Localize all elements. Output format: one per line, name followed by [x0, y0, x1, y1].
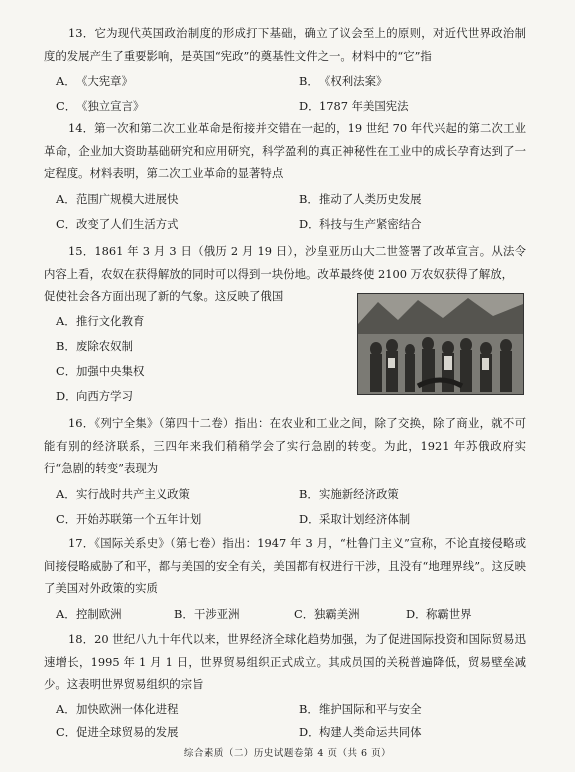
option-a: A．控制欧洲 [56, 606, 122, 621]
option-c: C．改变了人们生活方式 [56, 216, 179, 231]
option-c: C．开始苏联第一个五年计划 [56, 511, 202, 526]
option-d: D．1787 年美国宪法 [299, 99, 409, 113]
option-b: B．干涉亚洲 [174, 606, 240, 621]
options [44, 696, 526, 746]
option-d: D．构建人类命运共同体 [299, 724, 422, 739]
question-stem: 13．它为现代英国政治制度的形成打下基础，确立了议会至上的原则，对近代世界政治制度的发展产生了重要影响，是英国“宪政”的奠基性文件之一。材料中的“它”指 [44, 26, 526, 63]
question-stem: 17．《国际关系史》（第七卷）指出：1947 年 3 月，“杜鲁门主义”宣称，不论直接侵略或间接侵略威胁了和平，都与美国的安全有关，美国都有权进行干涉，且没有“地理界线”。这反映了美国对外政策的实质 [44, 536, 526, 595]
option-a: A．《大宪章》 [56, 74, 133, 88]
option-c: C．促进全球贸易的发展 [56, 724, 179, 739]
question-13 [44, 22, 526, 117]
option-a: A．推行文化教育 [56, 313, 145, 328]
option-a: A．加快欧洲一体化进程 [56, 701, 179, 716]
option-a: A．实行战时共产主义政策 [56, 486, 190, 501]
option-d: D．采取计划经济体制 [299, 511, 411, 526]
serf-emancipation-illustration [357, 293, 524, 395]
options [44, 600, 526, 624]
option-d: D．向西方学习 [56, 388, 133, 403]
option-c: C．独霸美洲 [294, 606, 360, 621]
option-c: C．《独立宣言》 [56, 99, 145, 113]
question-17 [44, 532, 526, 624]
question-14 [44, 117, 526, 235]
question-stem: 18．20 世纪八九十年代以来，世界经济全球化趋势加强，为了促进国际投资和国际贸易迅速增长，1995 年 1 月 1 日，世界贸易组织正式成立。其成员国的关税普遍降低，贸易壁垒减少。这表明世界贸易组织的宗旨 [44, 632, 526, 691]
question-18 [44, 628, 526, 746]
options [44, 480, 526, 530]
option-b: B．实施新经济政策 [299, 486, 399, 501]
question-stem: 15．1861 年 3 月 3 日（俄历 2 月 19 日），沙皇亚历山大二世签署了改革宣言。从法令内容上看，农奴在获得解放的同时可以得到一块份地。改革最终使 2100 万农奴获得了解放， [44, 244, 526, 281]
question-16 [44, 412, 526, 530]
option-a: A．范围广规模大进展快 [56, 191, 179, 206]
question-stem: 16．《列宁全集》（第四十二卷）指出：在农业和工业之间，除了交换，除了商业，就不可能有别的经济联系，三四年来我们稍稍学会了实行急剧的转变。为此，1921 年苏俄政府实行“急剧的转变”表现为 [44, 416, 526, 475]
question-stem-cont: 促使社会各方面出现了新的气象。这反映了俄国 [44, 289, 284, 303]
options [44, 185, 526, 235]
engraving-image [358, 294, 523, 394]
option-b: B．推动了人类历史发展 [299, 191, 422, 206]
option-b: B．《权利法案》 [299, 74, 388, 88]
option-d: D．科技与生产紧密结合 [299, 216, 422, 231]
option-c: C．加强中央集权 [56, 363, 145, 378]
options [44, 67, 526, 117]
page-footer: 综合素质（二）历史试题卷第 4 页（共 6 页） [183, 748, 392, 759]
question-stem: 14．第一次和第二次工业革命是衔接并交错在一起的，19 世纪 70 年代兴起的第二次工业革命，企业加大资助基础研究和应用研究，科学盈利的真正神秘性在工业中的成长孕育达到了一定程度。材料表明，第二次工业革命的显著特点 [44, 121, 526, 180]
option-d: D．称霸世界 [406, 606, 472, 621]
option-b: B．维护国际和平与安全 [299, 701, 422, 716]
option-b: B．废除农奴制 [56, 338, 133, 353]
